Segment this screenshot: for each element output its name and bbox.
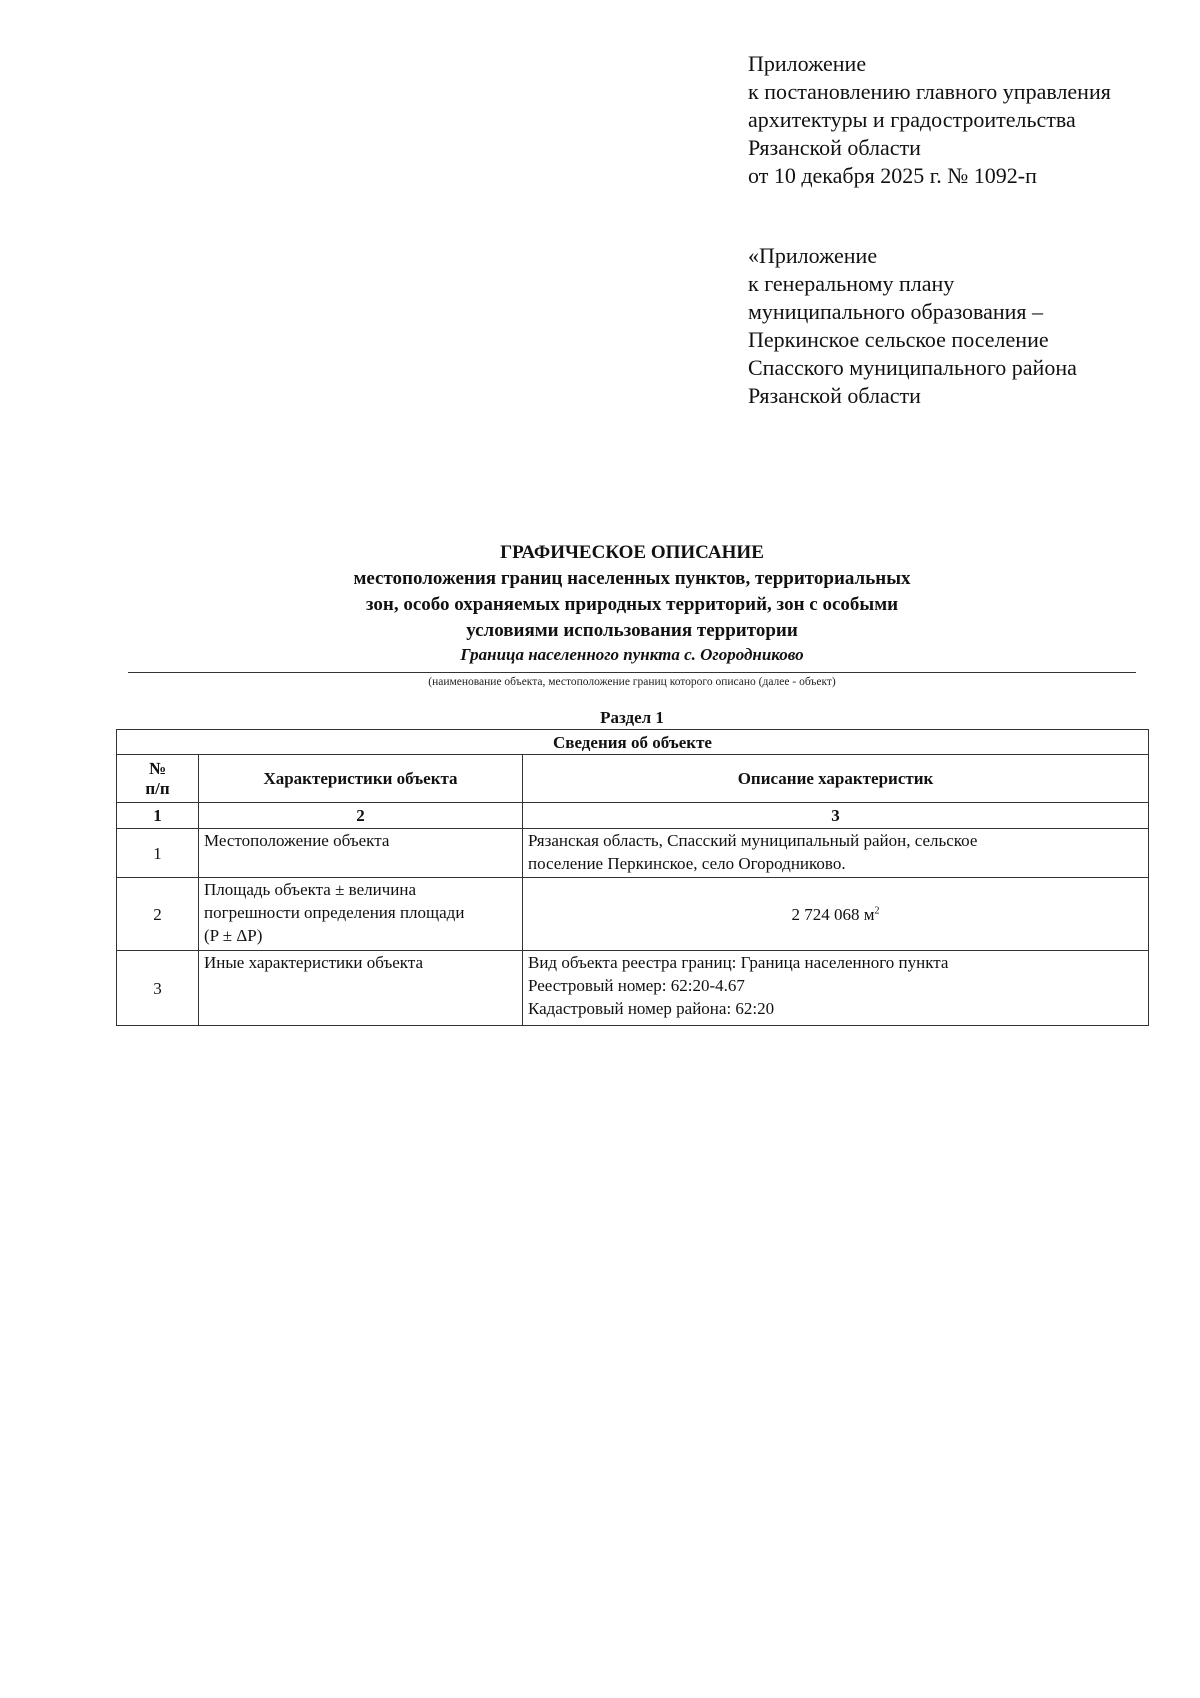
object-name: Граница населенного пункта с. Огородниково [460, 645, 804, 664]
row-index: 1 [117, 829, 199, 878]
column-number: 1 [117, 803, 199, 829]
appendix-quote-header [748, 242, 1168, 410]
table-row [117, 829, 1149, 878]
table-caption: Сведения об объекте [117, 730, 1149, 755]
characteristic-line: (P ± ΔP) [204, 926, 263, 945]
appendix-date-number: от 10 декабря 2025 г. № 1092-п [748, 163, 1037, 188]
header-description: Описание характеристик [523, 755, 1149, 803]
area-unit-superscript: 2 [874, 904, 880, 916]
header-num-line: № [148, 758, 167, 778]
appendix-quote-line: Перкинское сельское поселение [748, 327, 1049, 352]
row-index: 2 [117, 878, 199, 951]
row-characteristic: Местоположение объекта [199, 829, 523, 878]
header-characteristic: Характеристики объекта [199, 755, 523, 803]
object-name-caption: (наименование объекта, местоположение границ которого описано (далее - объект) [428, 676, 836, 688]
row-characteristic [199, 878, 523, 951]
appendix-header [748, 50, 1168, 190]
appendix-line: Рязанской области [748, 135, 921, 160]
table-row [117, 951, 1149, 1026]
row-characteristic: Иные характеристики объекта [199, 951, 523, 1026]
row-index: 3 [117, 951, 199, 1026]
appendix-quote-line: Спасского муниципального района [748, 355, 1077, 380]
description-line: Кадастровый номер района: 62:20 [528, 999, 775, 1018]
description-line: Вид объекта реестра границ: Граница населенного пункта [528, 953, 949, 972]
object-info-table [116, 729, 1149, 1026]
description-line: поселение Перкинское, село Огородниково. [528, 854, 846, 873]
section-title: Раздел 1 [600, 708, 664, 727]
header-num-line: п/п [145, 778, 170, 798]
appendix-line: архитектуры и градостроительства [748, 107, 1076, 132]
title-subheading-line: местоположения границ населенных пунктов, территориальных [353, 568, 911, 589]
row-description [523, 951, 1149, 1026]
characteristic-line: погрешности определения площади [204, 903, 465, 922]
row-description [523, 829, 1149, 878]
appendix-quote-line: «Приложение [748, 243, 878, 268]
appendix-line: Приложение [748, 51, 867, 76]
title-subheading-line: условиями использования территории [466, 620, 798, 641]
appendix-quote-line: Рязанской области [748, 383, 921, 408]
column-number: 2 [199, 803, 523, 829]
column-number-row [117, 803, 1149, 829]
table-caption-row [117, 730, 1149, 755]
object-name-underline [128, 672, 1136, 673]
header-num [117, 755, 199, 803]
appendix-quote-line: к генеральному плану [748, 271, 955, 296]
column-number: 3 [523, 803, 1149, 829]
area-value-cell [523, 878, 1149, 951]
description-line: Рязанская область, Спасский муниципальный район, сельское [528, 831, 978, 850]
appendix-line: к постановлению главного управления [748, 79, 1111, 104]
table-row [117, 878, 1149, 951]
characteristic-line: Площадь объекта ± величина [204, 880, 417, 899]
appendix-quote-line: муниципального образования – [748, 299, 1044, 324]
area-value: 2 724 068 м [791, 904, 875, 924]
title-subheading-line: зон, особо охраняемых природных территорий, зон с особыми [365, 594, 899, 615]
description-line: Реестровый номер: 62:20-4.67 [528, 976, 745, 995]
table-header-row [117, 755, 1149, 803]
title-heading: ГРАФИЧЕСКОЕ ОПИСАНИЕ [500, 542, 764, 563]
document-title [128, 540, 1136, 666]
